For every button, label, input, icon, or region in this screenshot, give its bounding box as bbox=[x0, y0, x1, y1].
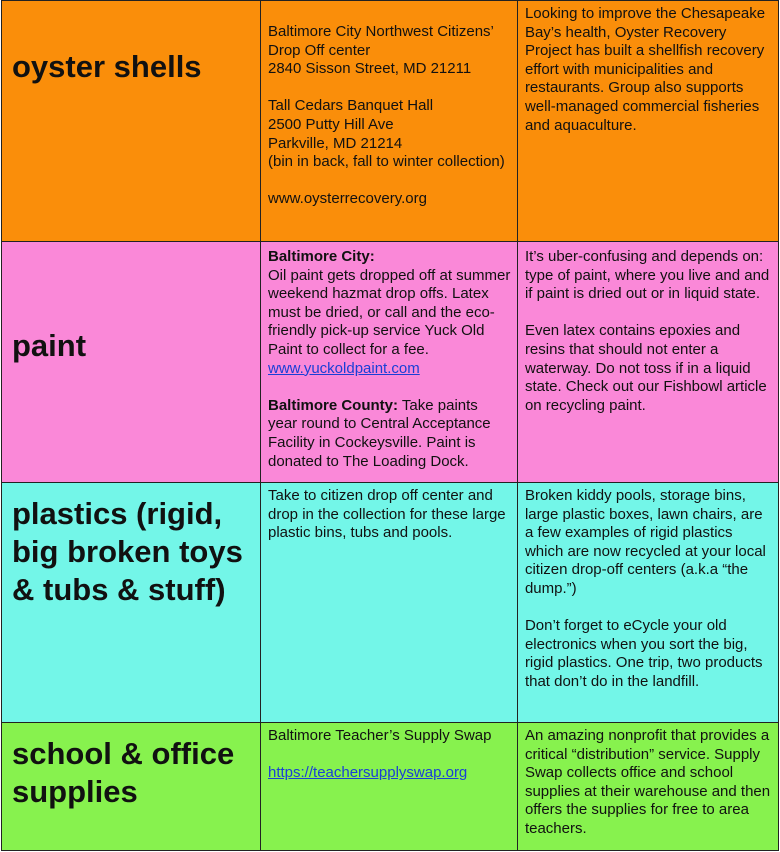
yuckoldpaint-link[interactable]: www.yuckoldpaint.com bbox=[268, 359, 420, 377]
item-cell bbox=[2, 1, 261, 242]
where-cell bbox=[261, 242, 518, 483]
notes-text bbox=[518, 242, 778, 415]
item-title: paint bbox=[12, 328, 87, 363]
table-row bbox=[2, 483, 779, 723]
item-cell bbox=[2, 242, 261, 483]
dropoff-info bbox=[261, 723, 517, 783]
recycling-table bbox=[1, 0, 779, 851]
teachersupplyswap-link[interactable]: https://teachersupplyswap.org bbox=[268, 764, 468, 782]
dropoff-info bbox=[261, 242, 517, 471]
baltimore-county-label: Baltimore County: bbox=[268, 396, 399, 414]
supply-swap-name: Baltimore Teacher’s Supply Swap bbox=[268, 727, 492, 744]
baltimore-city-text: Oil paint gets dropped off at summer weekend hazmat drop offs. Latex must be dried, or call and the eco-friendly pick-up service Yuck Old Paint to collect for a fee. bbox=[268, 266, 511, 358]
notes-paragraph: Broken kiddy pools, storage bins, large plastic boxes, lawn chairs, are a few examples of rigid plastics which are now recycled at your local citizen drop-off centers (a.k.a “the dump.”) bbox=[524, 487, 766, 597]
item-title: oyster shells bbox=[12, 49, 202, 84]
table-row bbox=[2, 723, 779, 851]
item-title: plastics (rigid, big broken toys & tubs & stuff) bbox=[12, 496, 243, 607]
notes-text bbox=[518, 483, 778, 692]
baltimore-city-label: Baltimore City: bbox=[268, 248, 375, 265]
table-row bbox=[2, 242, 779, 483]
notes-paragraph: Don’t forget to eCycle your old electronics when you sort the big, rigid plastics. One trip, two products that don’t do in the landfill. bbox=[524, 617, 763, 690]
where-cell bbox=[261, 1, 518, 242]
item-title: school & office supplies bbox=[12, 736, 235, 809]
notes-paragraph: It’s uber-confusing and depends on: type of paint, where you live and and if paint is dried out or in liquid state. bbox=[524, 248, 770, 303]
notes-text: Looking to improve the Chesapeake Bay’s health, Oyster Recovery Project has built a shellfish recovery effort with municipalities and restaurants. Group also supports well-managed commercial fisheries and aquaculture. bbox=[524, 5, 766, 134]
notes-paragraph: Even latex contains epoxies and resins that should not enter a waterway. Do not toss if in a liquid state. Check out our Fishbowl article on recycling paint. bbox=[524, 322, 767, 414]
where-cell bbox=[261, 483, 518, 723]
notes-text: An amazing nonprofit that provides a critical “distribution” service. Supply Swap collects office and school supplies at their warehouse and then offers the supplies for free to area teachers. bbox=[524, 727, 771, 837]
dropoff-info: Baltimore City Northwest Citizens’ Drop Off center 2840 Sisson Street, MD 21211 Tall Cedars Banquet Hall 2500 Putty Hill Ave Parkville, MD 21214 (bin in back, fall to winter collection) www.oysterrecovery.org bbox=[268, 23, 505, 208]
dropoff-info: Take to citizen drop off center and drop in the collection for these large plastic bins, tubs and pools. bbox=[268, 487, 506, 542]
notes-cell bbox=[517, 242, 778, 483]
item-cell bbox=[2, 723, 261, 851]
notes-cell bbox=[517, 723, 778, 851]
where-cell bbox=[261, 723, 518, 851]
item-cell bbox=[2, 483, 261, 723]
table-row bbox=[2, 1, 779, 242]
notes-cell bbox=[517, 1, 778, 242]
baltimore-county-text: Take paints year round to Central Acceptance Facility in Cockeysville. Paint is donated to The Loading Dock. bbox=[268, 396, 491, 470]
notes-cell bbox=[517, 483, 778, 723]
